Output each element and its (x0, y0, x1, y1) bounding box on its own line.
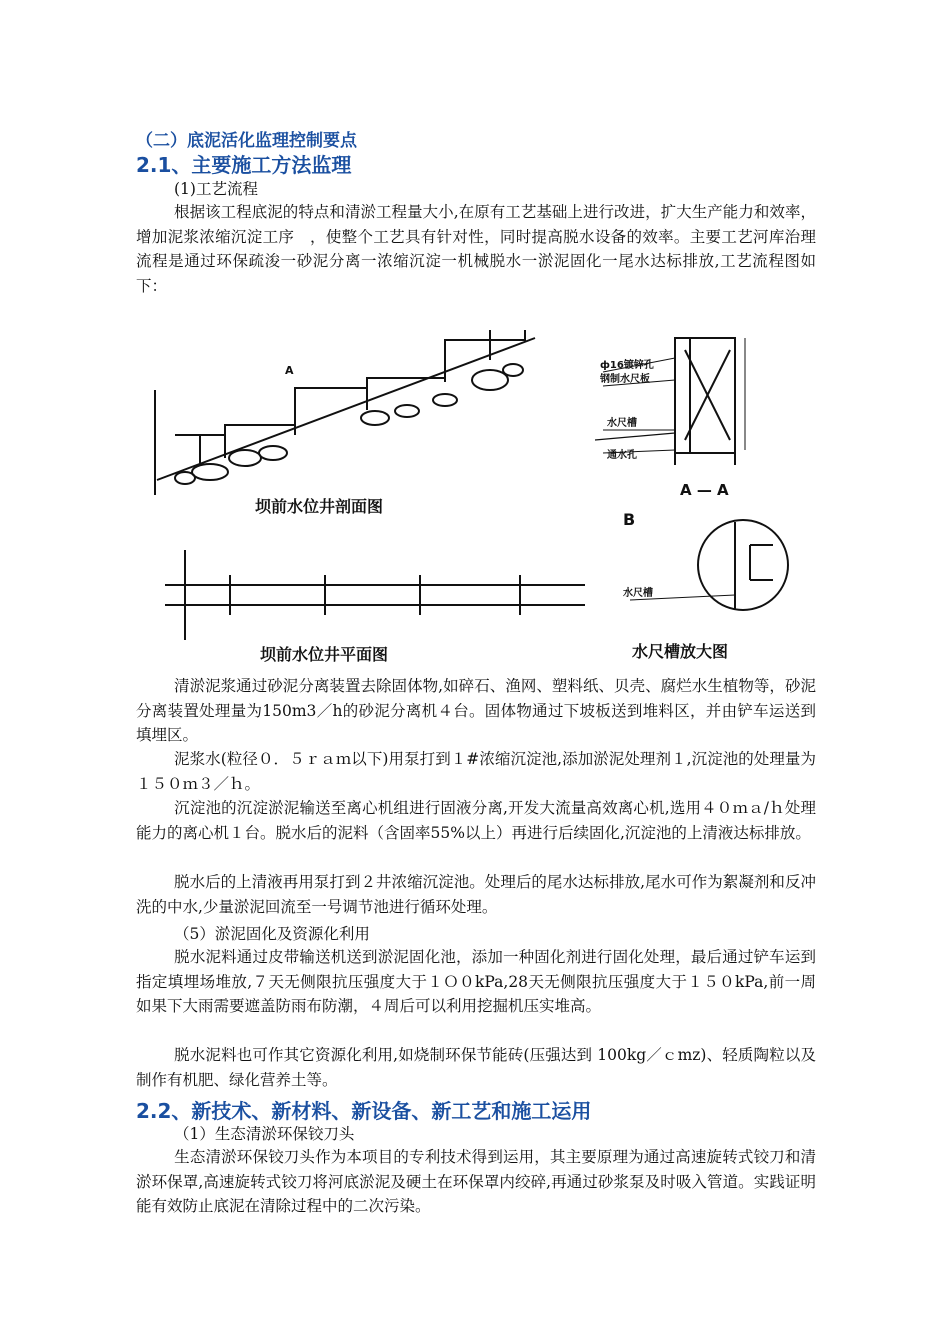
figure-label-slot2: 水尺槽 (623, 588, 653, 599)
paragraph-cutter-head-text: 生态清淤环保铰刀头作为本项目的专利技术得到运用，其主要原理为通过高速旋转式铰刀和清淤环保罩,高速旋转式铰刀将河底淤泥及硬土在环保罩内绞碎,再通过砂浆泵及时吸入管道。实践证明能有效防止底泥在清除过程中的二次污染。 (136, 1148, 816, 1215)
paragraph-centrifuge (136, 796, 816, 845)
figure-label-slot: 水尺槽 (607, 418, 637, 429)
caption-aa-view: A — A (680, 481, 729, 499)
paragraph-reuse (136, 1043, 816, 1092)
figure-label-b: B (623, 510, 636, 529)
section-title: （二）底泥活化监理控制要点 (136, 131, 357, 151)
figure-label-pipe: ф16镀锌孔 (600, 360, 654, 371)
paragraph-sand-separation (136, 674, 816, 748)
paragraph-intro (136, 200, 816, 298)
paragraph-sand-separation-text: 清淤泥浆通过砂泥分离装置去除固体物,如碎石、渔网、塑料纸、贝壳、腐烂水生植物等，砂泥分离装置处理量为150m3／h的砂泥分离机４台。固体物通过下坡板送到堆料区，并由铲车运送到填埋区。 (136, 677, 816, 744)
paragraph-intro-text: 根据该工程底泥的特点和清淤工程量大小,在原有工艺基础上进行改进，扩大生产能力和效率，增加泥浆浓缩沉淀工序 ，使整个工艺具有针对性，同时提高脱水设备的效率。主要工艺河库治理流程是通过环保疏浚一砂泥分离一浓缩沉淀一机械脱水一淤泥固化一尾水达标排放,工艺流程图如下： (136, 203, 816, 295)
caption-detail-view: 水尺槽放大图 (632, 642, 729, 661)
figure-label-ruler: 钢制水尺板 (600, 374, 650, 385)
paragraph-cutter-head (136, 1145, 816, 1219)
paragraph-slurry-text: 泥浆水(粒径０．５ｒａｍ以下)用泵打到１#浓缩沉淀池,添加淤泥处理剂１,沉淀池的处理量为１５０ｍ３／ｈ。 (136, 750, 816, 793)
paragraph-solidification (136, 945, 816, 1019)
subheading-process-flow: (1)工艺流程 (174, 180, 258, 198)
figure-label-hole: 通水孔 (607, 450, 637, 461)
subheading-cutter-head: （1）生态清淤环保铰刀头 (174, 1125, 355, 1143)
caption-plan-view: 坝前水位井平面图 (260, 645, 389, 664)
paragraph-solidification-text: 脱水泥料通过皮带输送机送到淤泥固化池，添加一种固化剂进行固化处理，最后通过铲车运到指定填埋场堆放,７天无侧限抗压强度大于１Ｏ０kPa,28天无侧限抗压强度大于１５０kPa,前一周如果下大雨需要遮盖防雨布防潮，４周后可以利用挖掘机压实堆高。 (136, 948, 816, 1015)
heading-2-2: 2.2、新技术、新材料、新设备、新工艺和施工运用 (136, 1099, 592, 1123)
paragraph-supernatant (136, 870, 816, 919)
figure-label-a: A (285, 364, 294, 377)
subheading-solidification: （5）淤泥固化及资源化利用 (174, 925, 370, 943)
paragraph-slurry (136, 747, 816, 796)
paragraph-reuse-text: 脱水泥料也可作其它资源化利用,如烧制环保节能砖(压强达到 100kg／ｃmz)、轻质陶粒以及制作有机肥、绿化营养土等。 (136, 1046, 816, 1089)
paragraph-centrifuge-text: 沉淀池的沉淀淤泥输送至离心机组进行固液分离,开发大流量高效离心机,选用４０ｍａ/ｈ处理能力的离心机１台。脱水后的泥料（含固率55%以上）再进行后续固化,沉淀池的上清液达标排放。 (136, 799, 816, 842)
heading-2-1: 2.1、主要施工方法监理 (136, 153, 352, 177)
process-figure (145, 310, 795, 690)
caption-section-view: 坝前水位井剖面图 (255, 497, 384, 516)
paragraph-supernatant-text: 脱水后的上清液再用泵打到２井浓缩沉淀池。处理后的尾水达标排放,尾水可作为絮凝剂和反冲洗的中水,少量淤泥回流至一号调节池进行循环处理。 (136, 873, 816, 916)
